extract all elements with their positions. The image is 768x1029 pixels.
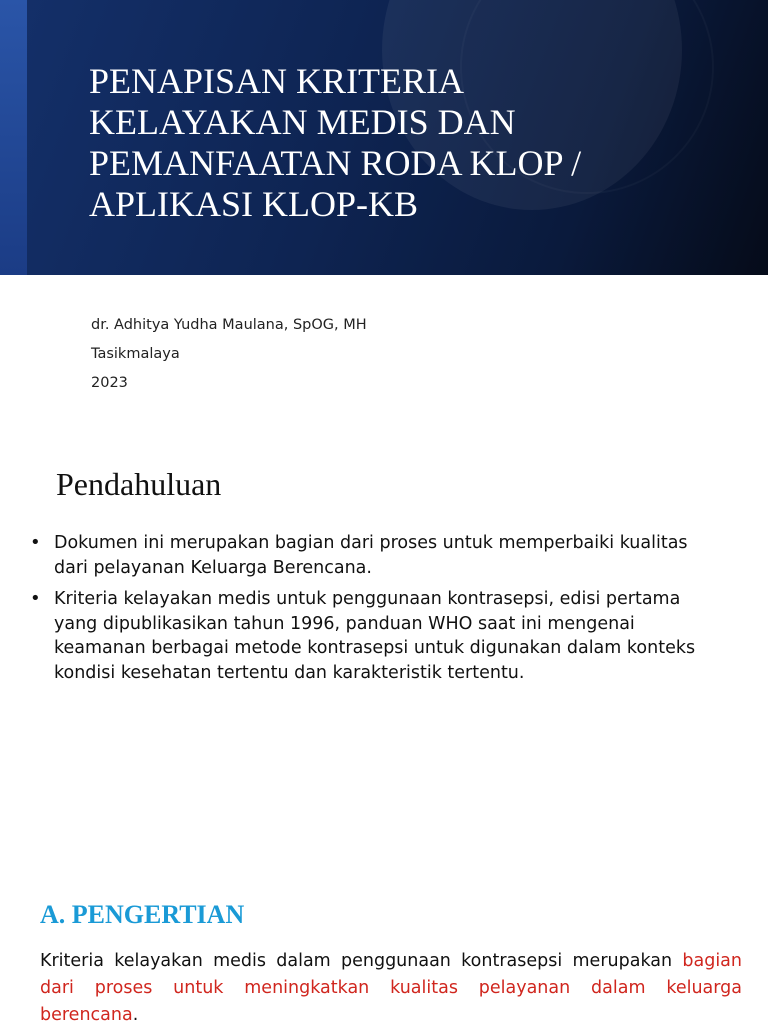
author-name: dr. Adhitya Yudha Maulana, SpOG, MH	[91, 317, 367, 333]
pengertian-line	[40, 1002, 742, 1029]
presentation-title-line: KELAYAKAN MEDIS DAN	[89, 102, 516, 142]
pengertian-paragraph	[40, 948, 742, 1029]
bullet-dot-icon: •	[30, 532, 41, 553]
location: Tasikmalaya	[91, 346, 180, 362]
presentation-title-line: PENAPISAN KRITERIA	[89, 61, 465, 101]
bullet-text-line: dari pelayanan Keluarga Berencana.	[54, 557, 372, 578]
pengertian-end-punctuation: .	[132, 1005, 139, 1025]
pengertian-highlight-text: bagian	[682, 951, 742, 971]
bullet-text-line: kondisi kesehatan tertentu dan karakteristik tertentu.	[54, 662, 525, 683]
pengertian-line	[40, 948, 742, 975]
title-slide-header	[0, 0, 768, 275]
bullet-text-line: keamanan berbagai metode kontrasepsi untuk digunakan dalam konteks	[54, 638, 696, 658]
list-item	[30, 531, 750, 580]
presentation-title	[89, 61, 729, 225]
bullet-text-line: yang dipublikasikan tahun 1996, panduan WHO saat ini mengenai	[54, 613, 635, 634]
bullet-dot-icon: •	[30, 588, 41, 609]
bullet-text-line: Dokumen ini merupakan bagian dari proses untuk memperbaiki kualitas	[54, 533, 688, 553]
pendahuluan-heading: Pendahuluan	[56, 466, 222, 502]
bullet-text-line: Kriteria kelayakan medis untuk penggunaan kontrasepsi, edisi pertama	[54, 589, 681, 609]
pengertian-intro-text: Kriteria kelayakan medis dalam penggunaan kontrasepsi merupakan	[40, 951, 673, 971]
pengertian-highlight-line: dari proses untuk meningkatkan kualitas pelayanan dalam keluarga	[40, 978, 742, 998]
pendahuluan-bullet-list	[30, 531, 750, 692]
presentation-subtitle	[91, 313, 367, 400]
presentation-title-line: APLIKASI KLOP-KB	[89, 184, 419, 224]
pengertian-highlight-text: berencana	[40, 1005, 133, 1025]
list-item	[30, 587, 750, 685]
pengertian-heading: A. PENGERTIAN	[40, 900, 245, 929]
header-accent-bar	[0, 0, 27, 275]
presentation-title-line: PEMANFAATAN RODA KLOP /	[89, 143, 582, 183]
year: 2023	[91, 375, 128, 391]
